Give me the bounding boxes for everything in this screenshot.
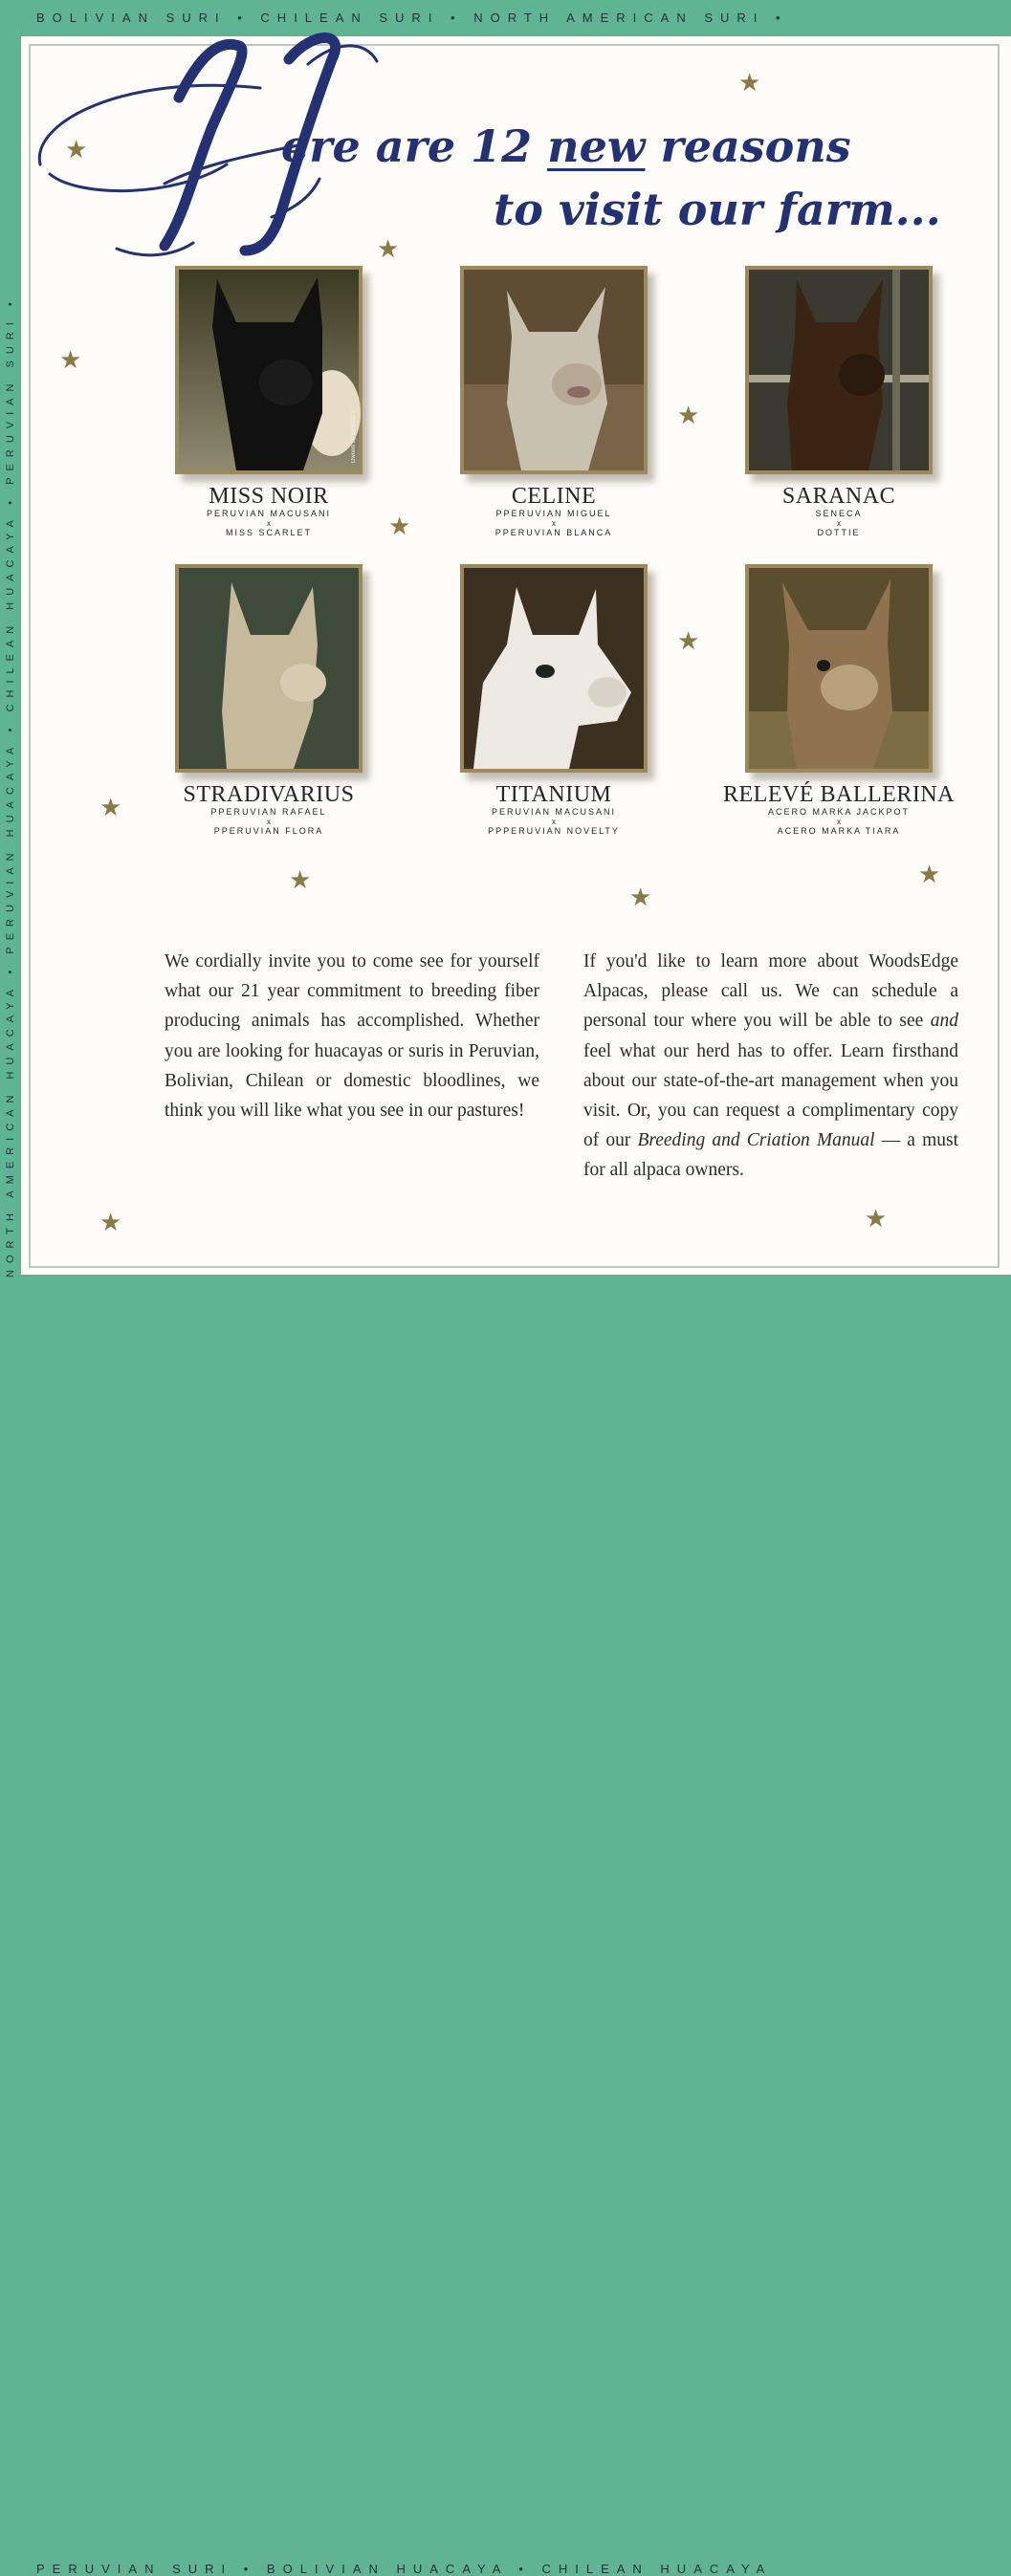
- star-icon: ★: [99, 794, 122, 822]
- alpaca-sire: SENECA: [815, 509, 863, 518]
- cross-symbol: x: [267, 818, 271, 826]
- cross-symbol: x: [837, 818, 841, 826]
- star-icon: ★: [738, 69, 761, 98]
- alpaca-caption-celine: [410, 484, 697, 538]
- alpaca-name: STRADIVARIUS: [183, 782, 355, 807]
- alpaca-sire: ACERO MARKA JACKPOT: [767, 807, 911, 817]
- alpaca-dam: DOTTIE: [817, 528, 861, 537]
- alpaca-name: TITANIUM: [495, 782, 612, 807]
- star-icon: ★: [377, 235, 400, 264]
- alpaca-photo-saranac: [745, 266, 933, 474]
- alpaca-dam: PPERUVIAN FLORA: [213, 826, 324, 836]
- flyer-page: [21, 36, 1011, 1275]
- bottom-border-text: PERUVIAN SURI • BOLIVIAN HUACAYA • CHILEAN HUACAYA: [36, 2562, 773, 2576]
- cross-symbol: x: [552, 818, 556, 826]
- alpaca-dam: PPERUVIAN BLANCA: [495, 528, 613, 537]
- alpaca-sire: PPERUVIAN RAFAEL: [210, 807, 327, 817]
- left-border-text: NORTH AMERICAN HUACAYA • PERUVIAN HUACAYA • CHILEAN HUACAYA • PERUVIAN SURI •: [5, 295, 16, 1277]
- alpaca-caption-releve-ballerina: [695, 782, 982, 837]
- alpaca-photo-releve-ballerina: [745, 564, 933, 773]
- top-border-text: BOLIVIAN SURI • CHILEAN SURI • NORTH AMERICAN SURI •: [36, 11, 788, 25]
- alpaca-name: CELINE: [511, 484, 597, 509]
- alpaca-sire: PERUVIAN MACUSANI: [206, 509, 332, 518]
- photo-credit: Owned by Seaman's: [351, 409, 357, 463]
- alpaca-dam: PPPERUVIAN NOVELTY: [488, 826, 620, 836]
- alpaca-photo-stradivarius: [175, 564, 363, 773]
- star-icon: ★: [865, 1205, 888, 1233]
- star-icon: ★: [677, 627, 700, 656]
- bottom-border: [0, 1275, 1011, 2576]
- star-icon: ★: [99, 1209, 122, 1237]
- star-icon: ★: [918, 861, 941, 889]
- alpaca-caption-stradivarius: [125, 782, 412, 837]
- alpaca-caption-saranac: [695, 484, 982, 538]
- alpaca-sire: PPERUVIAN MIGUEL: [495, 509, 612, 518]
- star-icon: ★: [388, 513, 411, 541]
- alpaca-caption-titanium: [410, 782, 697, 837]
- alpaca-name: MISS NOIR: [209, 484, 329, 509]
- headline-line-1: ere are 12 new reasons: [281, 120, 851, 172]
- star-icon: ★: [289, 866, 312, 895]
- alpaca-dam: ACERO MARKA TIARA: [777, 826, 901, 836]
- alpaca-dam: MISS SCARLET: [225, 528, 312, 537]
- alpaca-photo-titanium: [460, 564, 648, 773]
- body-text-left: We cordially invite you to come see for yourself what our 21 year commitment to breeding fiber producing animals has accomplished. Whether you are looking for huacayas or suris in Peruvian, Bolivian, Chilean or domestic bloodlines, we think you will like what you see in our pastures!: [165, 951, 539, 1122]
- star-icon: ★: [677, 402, 700, 430]
- alpaca-name: RELEVÉ BALLERINA: [723, 782, 955, 807]
- alpaca-caption-miss-noir: [125, 484, 412, 541]
- cross-symbol: x: [267, 519, 271, 528]
- alpaca-photo-miss-noir: [175, 266, 363, 474]
- alpaca-photo-celine: [460, 266, 648, 474]
- cross-symbol: x: [837, 519, 841, 528]
- star-icon: ★: [59, 346, 82, 375]
- alpaca-name: SARANAC: [781, 484, 896, 509]
- cross-symbol: x: [552, 519, 556, 528]
- headline-line-2: to visit our farm...: [494, 184, 941, 235]
- body-text-right: If you'd like to learn more about WoodsEdge Alpacas, please call us. We can schedule a personal tour where you will be able to see and feel what our herd has to offer. Learn firsthand about our state-of-the-art management when you visit. Or, you can request a complimentary copy of our Breeding and Criation Manual — a must for all alpaca owners.: [583, 951, 958, 1181]
- left-border: [0, 0, 21, 1311]
- star-icon: ★: [65, 136, 88, 164]
- alpaca-sire: PERUVIAN MACUSANI: [491, 807, 617, 817]
- star-icon: ★: [629, 884, 652, 912]
